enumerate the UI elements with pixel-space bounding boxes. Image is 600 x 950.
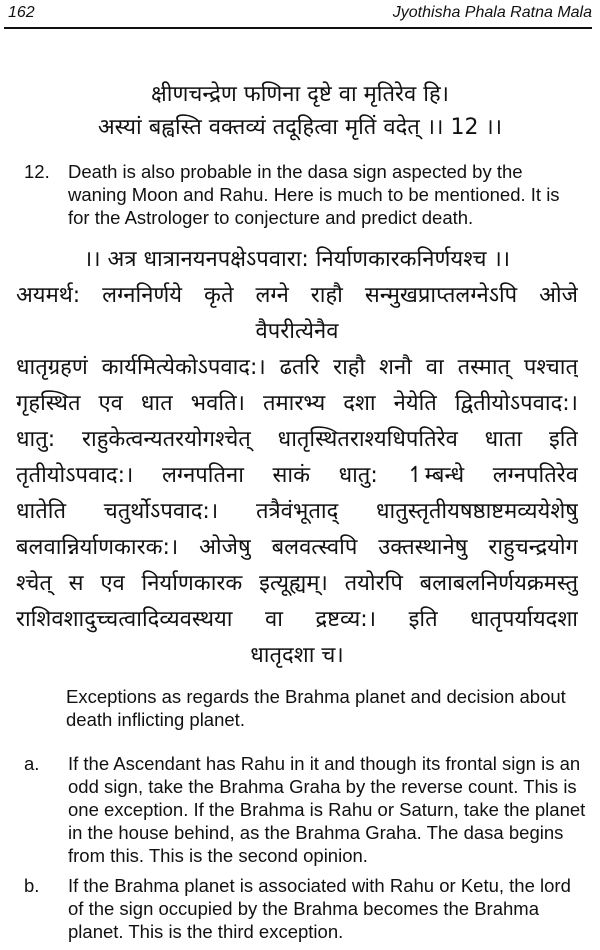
commentary-line: धातृदशा च। [250,643,344,668]
exception-item-b [24,874,586,943]
translation-12 [24,160,584,229]
running-title: Jyothisha Phala Ratna Mala [392,4,592,21]
exceptions-heading: Exceptions as regards the Brahma planet and decision about death inflicting planet. [66,686,566,730]
commentary-line: धातु: राहुकेत्वन्यतरयोगश्चेत् धातृस्थितराश्यधिपतिरेव धाता इति [16,427,578,452]
commentary-line: धातेति चतुर्थोऽपवाद:। तत्रैवंभूताद् धातुस्तृतीयषष्ठाष्टमव्ययेशेषु [16,499,578,524]
item-text: If the Ascendant has Rahu in it and though its frontal sign is an odd sign, take the Brahma Graha by the reverse count. This is one exception. If the Brahma is Rahu or Saturn, take the planet in the house behind, as the Brahma Graha. The dasa begins from this. This is the second opinion. [68,753,586,866]
commentary-line: ।। अत्र धात्रानयनपक्षेऽपवारा: निर्याणकारकनिर्णयश्च ।। [83,247,511,272]
verse-line: क्षीणचन्द्रेण फणिना दृष्टे वा मृतिरेव हि। [151,82,449,107]
sanskrit-commentary [16,242,578,674]
header-rule [4,27,592,29]
item-text: If the Brahma planet is associated with Rahu or Ketu, the lord of the sign occupied by the Brahma becomes the Brahma planet. This is the third exception. [68,875,571,942]
translation-text: Death is also probable in the dasa sign aspected by the waning Moon and Rahu. Here is much to be mentioned. It is for the Astrologer to conjecture and predict death. [68,161,560,228]
commentary-line: गृहस्थित एव धात भवति। तमारभ्य दशा नेयेति द्वितीयोऽपवाद:। [16,391,578,416]
page-number: 162 [8,4,35,21]
item-label: b. [24,875,40,896]
page-header [6,2,592,28]
exception-item-a [24,752,586,867]
commentary-line: तृतीयोऽपवाद:। लग्नपतिना साकं धातु: ↿म्बन्धे लग्नपतिरेव [16,463,578,488]
verse-line: अस्यां बह्वस्ति वक्तव्यं तदूहित्वा मृतिं वदेत् ।। 12 ।। [97,115,503,140]
sanskrit-verse [0,78,600,144]
item-label: a. [24,753,40,774]
commentary-line: राशिवशादुच्चत्वादिव्यवस्थया वा द्रष्टव्य:। इति धातृपर्यायदशा [16,607,578,632]
commentary-line: अयमर्थ: लग्ननिर्णये कृते लग्ने राहौ सन्मुखप्राप्तलग्नेऽपि ओजे [16,283,578,308]
commentary-line: धातृग्रहणं कार्यमित्येकोऽपवाद:। ढतरि राहौ शनौ वा तस्मात् पश्चात् [16,355,578,380]
item-number: 12. [24,161,50,182]
commentary-line: बलवान्निर्याणकारक:। ओजेषु बलवत्स्वपि उक्तस्थानेषु राहुचन्द्रयोग [16,535,578,560]
commentary-line: श्चेत् स एव निर्याणकारक इत्यूह्यम्। तयोरपि बलाबलनिर्णयक्रमस्तु [16,571,578,596]
commentary-line: वैपरीत्येनैव [255,319,339,344]
